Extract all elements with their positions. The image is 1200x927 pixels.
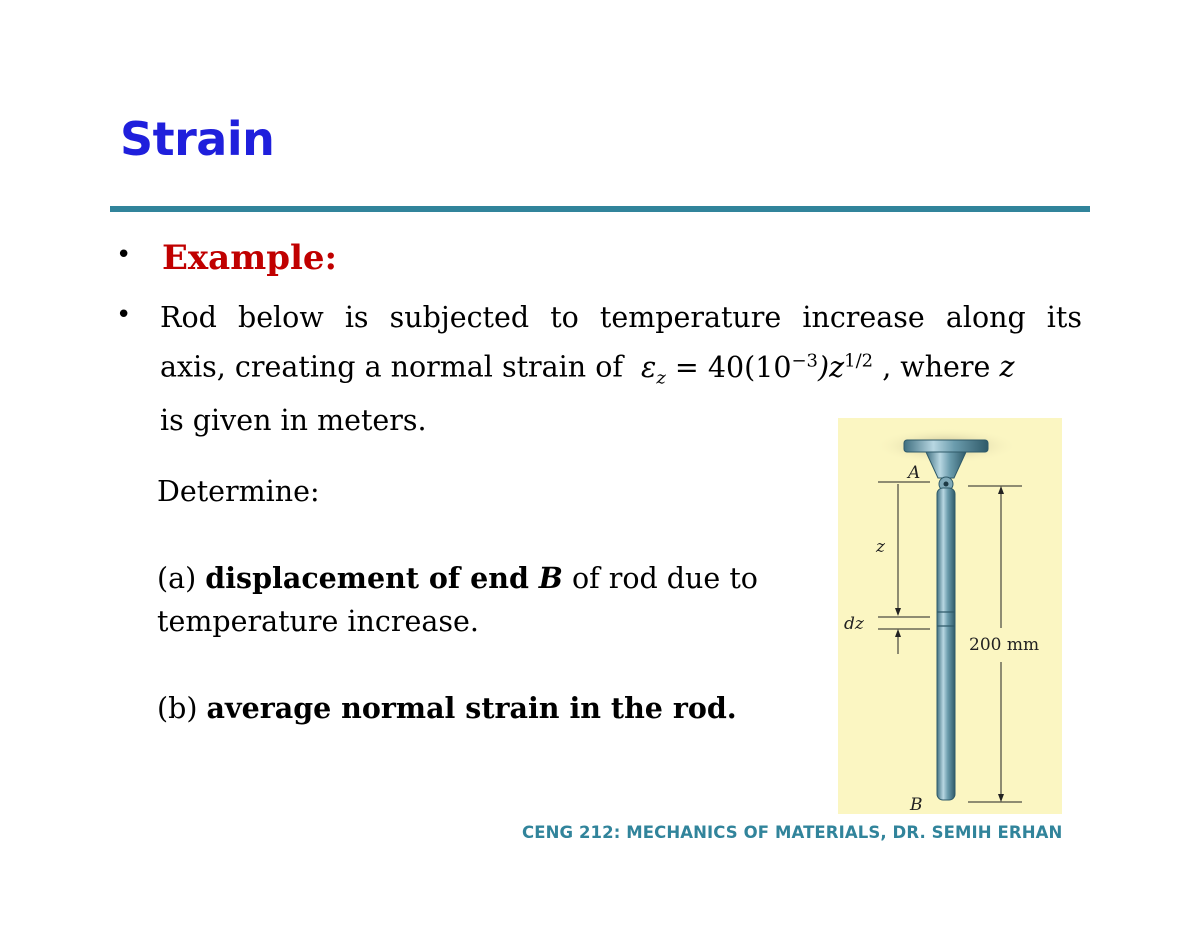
dim-arrow-top (998, 486, 1004, 494)
label-dimension: 200 mm (969, 635, 1040, 655)
statement-line-2-text: axis, creating a normal strain of (160, 350, 623, 384)
label-dz: dz (844, 614, 864, 634)
label-A: A (908, 463, 921, 483)
part-b (157, 687, 817, 730)
part-a (157, 557, 817, 600)
footer: CENG 212: MECHANICS OF MATERIALS, DR. SEMIH ERHAN (522, 823, 1063, 842)
pin-center (944, 482, 949, 487)
dim-arrow-bottom (998, 794, 1004, 802)
determine-label: Determine: (157, 475, 320, 508)
dz-arrow (895, 629, 901, 637)
statement-line-1: Rod below is subjected to temperature increase along its (160, 301, 1082, 334)
rod-diagram (838, 418, 1062, 814)
bullet-dot-2: • (116, 300, 132, 330)
mount-plate (904, 440, 988, 452)
part-b-bold: average normal strain in the rod. (206, 691, 737, 725)
eq-exp: −3 (791, 350, 819, 371)
rod-figure (838, 418, 1062, 814)
label-B: B (910, 795, 923, 814)
part-a-prefix: (a) (157, 562, 206, 595)
eq-symbol: ε (641, 350, 657, 384)
statement-line-2 (160, 339, 1082, 399)
slide-title: Strain (120, 112, 275, 166)
example-heading: Example: (162, 238, 338, 278)
eq-close: )z (818, 350, 845, 384)
part-a-rest: of rod due to (562, 562, 758, 595)
title-divider (110, 206, 1090, 212)
mount-bracket (926, 452, 966, 478)
z-arrow (895, 608, 901, 616)
rod (937, 488, 955, 800)
part-a-bold: displacement of end (205, 561, 539, 595)
part-b-prefix: (b) (157, 692, 207, 725)
eq-pow: 1/2 (844, 350, 874, 371)
eq-equals: = 40(10 (674, 350, 792, 384)
var-z: z (999, 350, 1015, 384)
statement-line-3: is given in meters. (160, 404, 427, 438)
strain-equation (641, 350, 874, 389)
determine-block (157, 470, 817, 730)
after-equation: , where (882, 350, 991, 384)
part-a-line2: temperature increase. (157, 605, 479, 638)
bullet-dot-1: • (116, 240, 132, 270)
eq-sub: z (656, 367, 666, 389)
label-z: z (876, 537, 885, 557)
part-a-B: B (538, 561, 563, 595)
